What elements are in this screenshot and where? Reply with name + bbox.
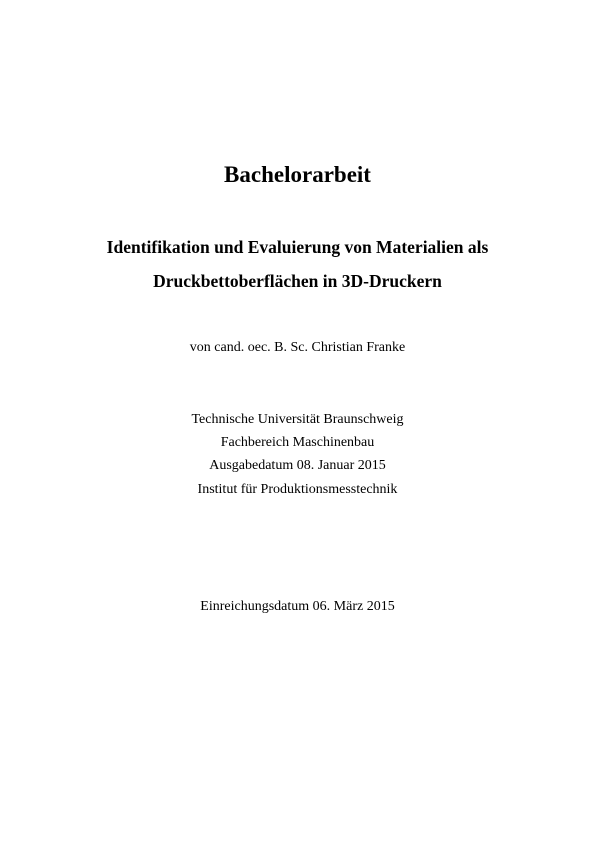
submission-date: Einreichungsdatum 06. März 2015 xyxy=(200,599,395,614)
thesis-title-line-2: Druckbettoberflächen in 3D-Druckern xyxy=(153,271,442,291)
author-line: von cand. oec. B. Sc. Christian Franke xyxy=(189,340,406,355)
document-type-heading: Bachelorarbeit xyxy=(224,162,371,187)
university-name: Technische Universität Braunschweig xyxy=(191,412,404,427)
institute-name: Institut für Produktionsmesstechnik xyxy=(197,482,398,497)
issue-date: Ausgabedatum 08. Januar 2015 xyxy=(209,458,386,473)
department-name: Fachbereich Maschinenbau xyxy=(220,435,375,450)
thesis-title-line-1: Identifikation und Evaluierung von Materialien als xyxy=(106,237,489,257)
